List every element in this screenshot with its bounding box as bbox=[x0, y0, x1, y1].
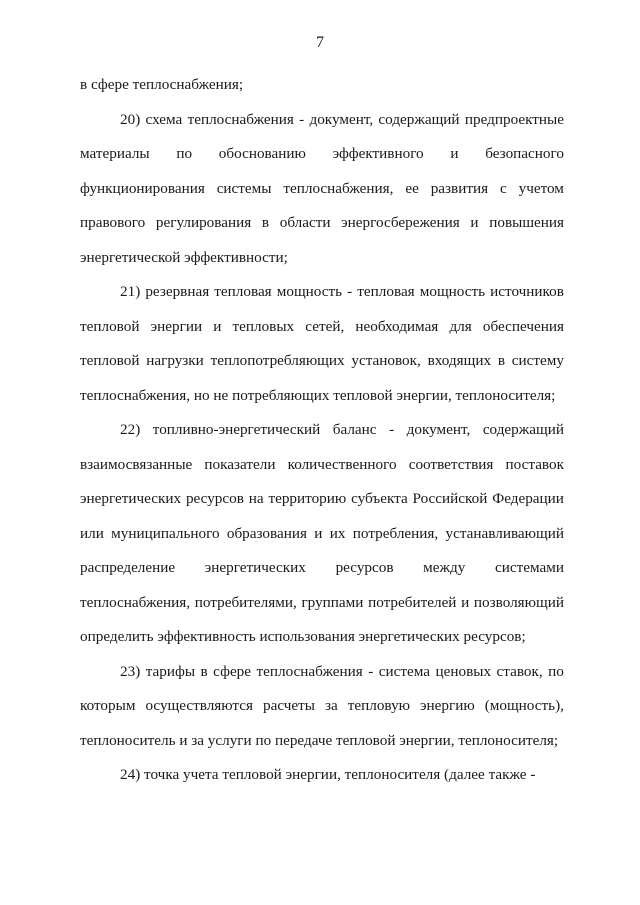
text-line: теплоноситель и за услуги по передаче тепловой энергии, теплоносителя; bbox=[80, 731, 559, 749]
text-line: 20) схема теплоснабжения - документ, содержащий предпроектные bbox=[120, 110, 564, 128]
text-line: или муниципального образования и их потребления, устанавливающий bbox=[80, 524, 564, 542]
paragraph-item-22 bbox=[80, 413, 564, 655]
paragraph-item-24 bbox=[80, 758, 564, 793]
text-line: которым осуществляются расчеты за тепловую энергию (мощность), bbox=[80, 697, 564, 714]
paragraph-item-20 bbox=[80, 103, 564, 276]
text-line: энергетических ресурсов на территорию субъекта Российской Федерации bbox=[80, 490, 564, 507]
text-line: распределение энергетических ресурсов между системами bbox=[80, 559, 564, 576]
text-line: функционирования системы теплоснабжения, ее развития с учетом bbox=[80, 179, 564, 197]
text-line: теплоснабжения, потребителями, группами потребителей и позволяющий bbox=[80, 593, 564, 611]
text-line: тепловой энергии и тепловых сетей, необходимая для обеспечения bbox=[80, 317, 564, 335]
text-line: взаимосвязанные показатели количественного соответствия поставок bbox=[80, 455, 564, 473]
page-number: 7 bbox=[316, 34, 324, 51]
text-line: теплоснабжения, но не потребляющих тепловой энергии, теплоносителя; bbox=[80, 386, 556, 404]
text-line: энергетической эффективности; bbox=[80, 248, 288, 266]
paragraph-intro bbox=[80, 68, 564, 103]
text-line: 21) резервная тепловая мощность - тепловая мощность источников bbox=[120, 283, 564, 300]
text-line: 22) топливно-энергетический баланс - документ, содержащий bbox=[120, 421, 564, 438]
text-line: материалы по обоснованию эффективного и безопасного bbox=[80, 145, 564, 162]
text-line: 23) тарифы в сфере теплоснабжения - система ценовых ставок, по bbox=[120, 662, 564, 680]
text-line: 24) точка учета тепловой энергии, теплоносителя (далее также - bbox=[120, 766, 536, 783]
paragraph-item-23 bbox=[80, 655, 564, 759]
text-line: правового регулирования в области энергосбережения и повышения bbox=[80, 214, 564, 231]
text-line: определить эффективность использования энергетических ресурсов; bbox=[80, 628, 526, 645]
document-body bbox=[80, 68, 564, 793]
paragraph-item-21 bbox=[80, 275, 564, 413]
text-line: тепловой нагрузки теплопотребляющих установок, входящих в систему bbox=[80, 352, 564, 369]
text-line: в сфере теплоснабжения; bbox=[80, 76, 244, 93]
